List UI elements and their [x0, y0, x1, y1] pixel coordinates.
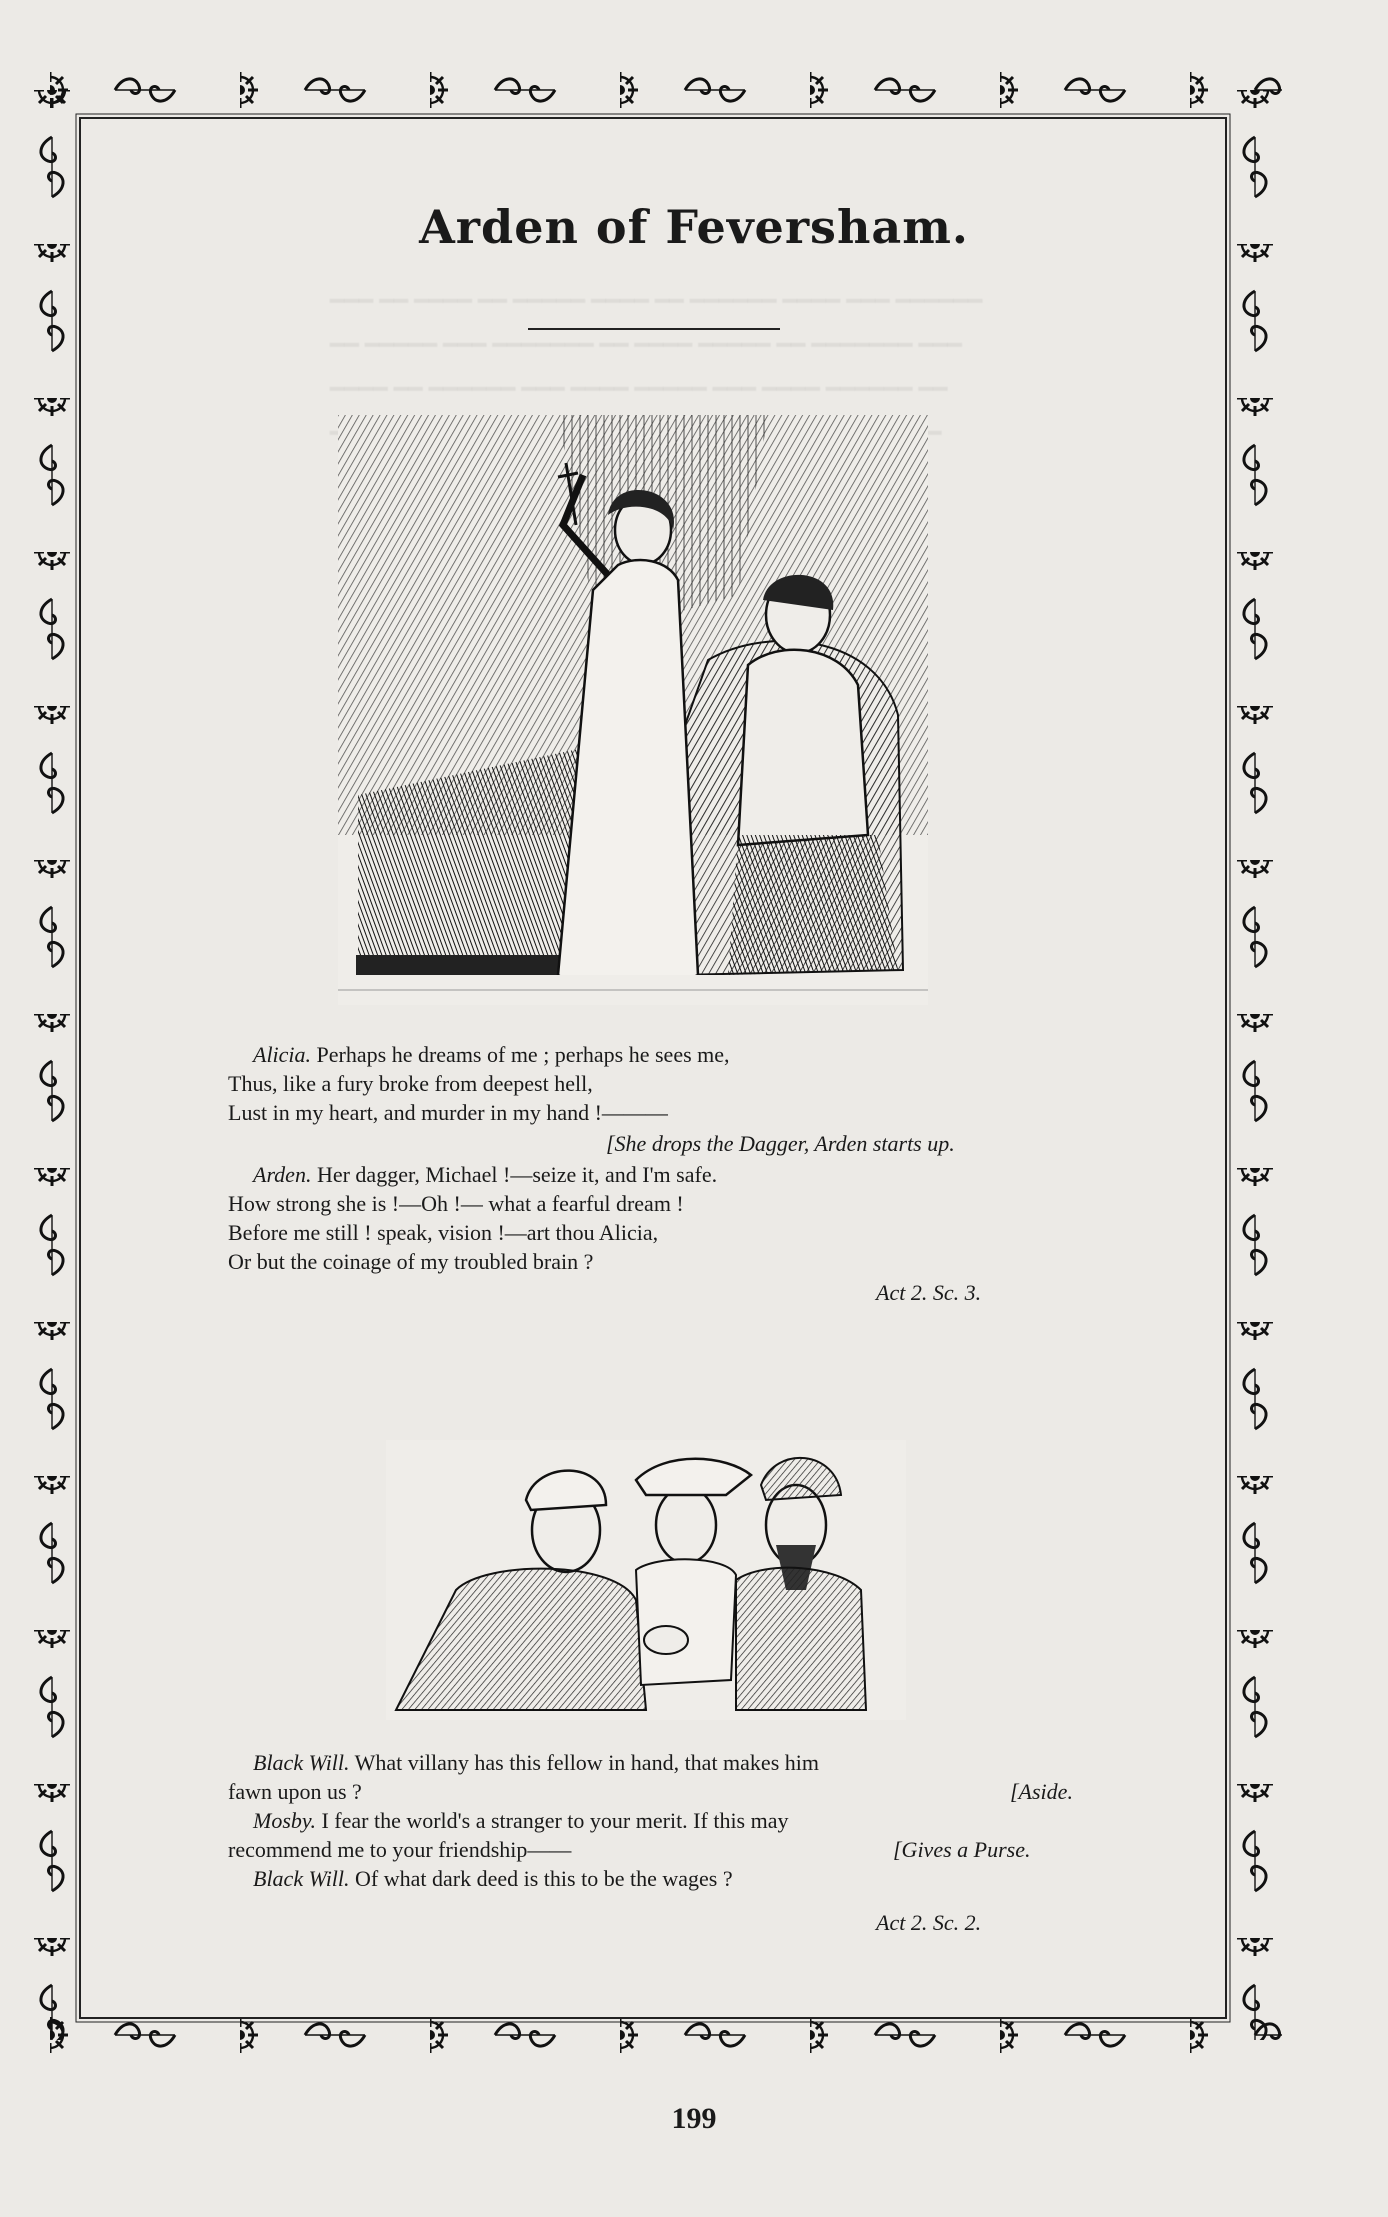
stage-direction-text: [Gives a Purse.: [893, 1837, 1031, 1862]
speech-line: [253, 1806, 789, 1835]
stage-direction: [1010, 1777, 1073, 1806]
act-scene-reference-text: Act 2. Sc. 3.: [876, 1280, 982, 1305]
bleed-through-texture: ━━━ ━━ ━━━━ ━━ ━━━━━ ━━━━ ━━ ━━━━━━ ━━━━ ━━━ ━━━━━━ ━━ ━━━━━ ━━━ ━━━━━━━ ━━ ━━━━ ━━━━━ ━━ ━━━━━━━ ━━━ ━━━━ ━━ ━━━━━━ ━━━ ━━━━ ━━━━━ ━━━ ━━━━ ━━━━━━ ━━: [330, 289, 983, 403]
woodcut-alicia-arden: [338, 415, 928, 1005]
verse-line: Or but the coinage of my troubled brain ?: [228, 1249, 594, 1274]
act-scene-reference: [876, 1278, 981, 1307]
speaker-name: Mosby.: [253, 1808, 316, 1833]
title-rule: [528, 328, 780, 330]
verse-line: Thus, like a fury broke from deepest hell,: [228, 1071, 593, 1096]
page-number: 199: [671, 2102, 717, 2135]
act-scene-reference: [876, 1908, 981, 1937]
illustration-bottom: [386, 1440, 906, 1720]
speech-text: Perhaps he dreams of me ; perhaps he sees me,: [311, 1042, 730, 1067]
stage-direction-text: [She drops the Dagger, Arden starts up.: [606, 1131, 955, 1156]
speech-text: Her dagger, Michael !—seize it, and I'm safe.: [311, 1162, 718, 1187]
speech-line: [253, 1748, 819, 1777]
stage-direction-text: [Aside.: [1010, 1779, 1073, 1804]
speech-text: Of what dark deed is this to be the wages ?: [349, 1866, 733, 1891]
prose-line: fawn upon us ?: [228, 1779, 362, 1804]
page-title: Arden of Feversham.: [419, 200, 969, 254]
woodcut-three-men: [386, 1440, 906, 1720]
speaker-name: Black Will.: [253, 1866, 350, 1891]
speaker-name: Alicia.: [253, 1042, 312, 1067]
speech-line: [253, 1160, 717, 1189]
stage-direction: [606, 1129, 955, 1158]
speech-text: What villany has this fellow in hand, that makes him: [349, 1750, 819, 1775]
illustration-top: [338, 415, 928, 1005]
stage-direction: [893, 1835, 1030, 1864]
verse-line: Lust in my heart, and murder in my hand !———: [228, 1100, 668, 1125]
speech-text: I fear the world's a stranger to your merit. If this may: [315, 1808, 789, 1833]
speech-line: [253, 1040, 730, 1069]
verse-line: How strong she is !—Oh !— what a fearful dream !: [228, 1191, 684, 1216]
prose-line: recommend me to your friendship——: [228, 1837, 572, 1862]
verse-line: Before me still ! speak, vision !—art thou Alicia,: [228, 1220, 659, 1245]
speaker-name: Arden.: [253, 1162, 312, 1187]
speech-line: [253, 1864, 733, 1893]
speaker-name: Black Will.: [253, 1750, 350, 1775]
act-scene-reference-text: Act 2. Sc. 2.: [876, 1910, 982, 1935]
